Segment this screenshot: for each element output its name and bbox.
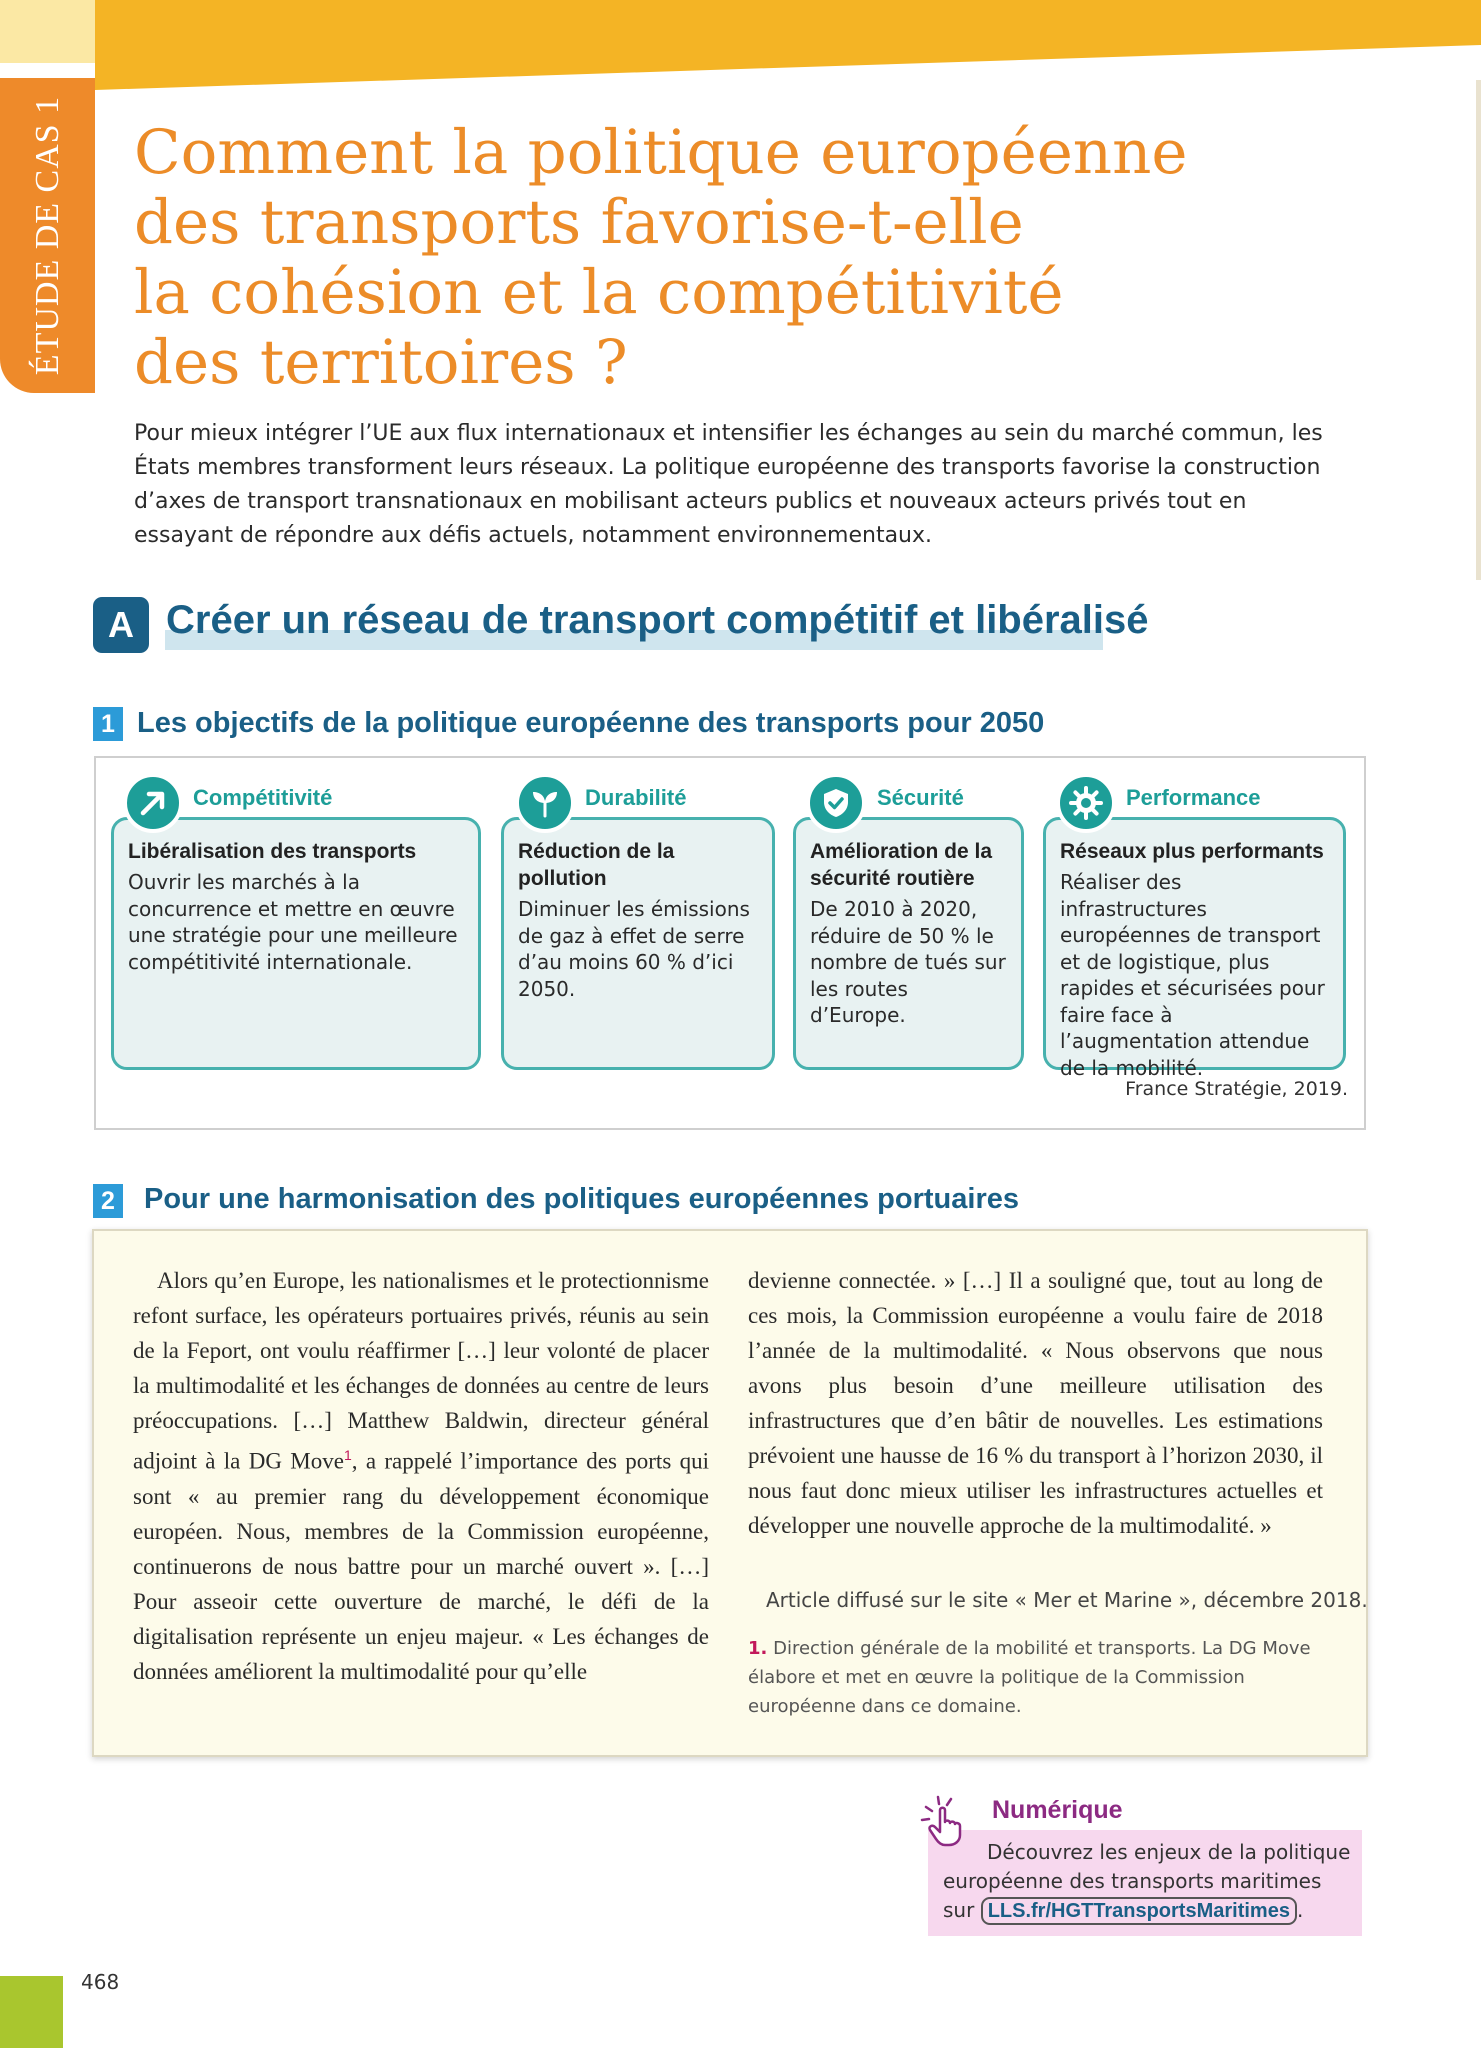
shield-check-icon	[806, 773, 866, 833]
card-heading: Libéralisation des transports	[128, 840, 417, 863]
numerique-end: .	[1296, 1898, 1304, 1922]
arrow-up-right-icon	[123, 773, 183, 833]
objective-card-securite	[793, 817, 1024, 1070]
title-line: des transports favorise-t-elle	[134, 187, 1024, 258]
card-body: Diminuer les émissions de gaz à effet de serre d’au moins 60 % d’ici 2050.	[518, 897, 750, 1001]
numerique-text	[943, 1838, 1353, 1925]
doc1-source: France Stratégie, 2019.	[1125, 1078, 1348, 1100]
page-title	[134, 118, 1334, 398]
page-number: 468	[81, 1970, 120, 1994]
footnote-text: Direction générale de la mobilité et transports. La DG Move élabore et met en œuvre la politique de la Commission européenne dans ce domaine.	[748, 1638, 1311, 1717]
sprout-icon	[515, 773, 575, 833]
card-heading: Réseaux plus performants	[1060, 840, 1324, 863]
doc2-column-right: devienne connectée. » […] Il a souligné que, tout au long de ces mois, la Commission européenne a voulu faire de 2018 l’année de la multimodalité. « Nous observons que nous avons plus besoin d’une meilleure utilisation des infrastructures que d’en bâtir de nouvelles. Les estimations prévoient une hausse de 16 % du transport à l’horizon 2030, il nous faut donc mieux utiliser les infrastructures actuelles et développer une nouvelle approche de la multimodalité. »	[748, 1268, 1323, 1538]
title-line: la cohésion et la compétitivité	[134, 257, 1064, 328]
section-title: Créer un réseau de transport compétitif et libéralisé	[166, 598, 1149, 642]
objective-card-performance	[1043, 817, 1346, 1080]
footnote-number: 1.	[748, 1638, 768, 1659]
objective-card-durabilite	[501, 817, 775, 1070]
doc-number-badge: 1	[93, 707, 123, 741]
doc-number-badge: 2	[93, 1184, 123, 1218]
card-heading: Réduction de la pollution	[518, 840, 675, 890]
card-body: Ouvrir les marchés à la concurrence et mettre en œuvre une stratégie pour une meilleure compétitivité internationale.	[128, 870, 458, 974]
card-category: Sécurité	[877, 785, 964, 810]
card-category: Durabilité	[585, 785, 687, 810]
page-edge	[1476, 80, 1481, 580]
objective-card-competitivite	[111, 817, 481, 1070]
doc2-text: , a rappelé l’importance des ports qui sont « au premier rang du développement économique européen. Nous, membres de la Commission européenne, continuerons de nous battre pour un marché ouvert ». […] Pour asseoir cette ouverture de marché, le défi de la digitalisation représente un enjeu majeur. « Les échanges de données améliorent la multimodalité pour qu’elle	[133, 1448, 709, 1684]
case-study-label: ÉTUDE DE CAS 1	[28, 95, 66, 376]
doc2-text: Alors qu’en Europe, les nationalismes et le protectionnisme refont surface, les opérateurs portuaires privés, réunis au sein de la Feport, ont voulu réaffirmer […] leur volonté de placer la multimodalité et les échanges de données au centre de leurs préoccupations. […] Matthew Baldwin, directeur général adjoint à la DG Move	[133, 1268, 709, 1474]
doc2-column-left	[133, 1263, 709, 1689]
doc2-footnote	[748, 1634, 1328, 1721]
card-body: Réaliser des infrastructures européennes de transport et de logistique, plus rapides et sécurisées pour faire face à l’augmentation attendue de la mobilité.	[1060, 870, 1325, 1080]
intro-paragraph: Pour mieux intégrer l’UE aux flux internationaux et intensifier les échanges au sein du marché commun, les États membres transforment leurs réseaux. La politique européenne des transports favorise la construction d’axes de transport transnationaux en mobilisant acteurs publics et nouveaux acteurs privés tout en essayant de répondre aux défis actuels, notamment environnementaux.	[134, 421, 1323, 548]
doc2-title: Pour une harmonisation des politiques européennes portuaires	[144, 1183, 1019, 1215]
header-corner	[0, 0, 95, 63]
doc2-source: Article diffusé sur le site « Mer et Marine », décembre 2018.	[766, 1588, 1368, 1612]
footer-color-bar	[0, 1976, 63, 2048]
header-band	[95, 0, 1481, 90]
doc1-title: Les objectifs de la politique européenne des transports pour 2050	[137, 707, 1045, 739]
card-heading: Amélioration de la sécurité routière	[810, 840, 993, 890]
numerique-description: Découvrez les enjeux de la politique européenne des transports maritimes sur	[943, 1840, 1351, 1922]
numerique-link[interactable]: LLS.fr/HGTTransportsMaritimes	[981, 1897, 1297, 1925]
card-category: Performance	[1126, 785, 1261, 810]
title-line: des territoires ?	[134, 327, 628, 398]
numerique-title: Numérique	[992, 1796, 1123, 1824]
title-line: Comment la politique européenne	[134, 117, 1188, 188]
footnote-mark: 1	[343, 1447, 352, 1463]
case-study-tab	[0, 78, 95, 393]
gear-icon	[1056, 773, 1116, 833]
card-body: De 2010 à 2020, réduire de 50 % le nombre de tués sur les routes d’Europe.	[810, 897, 1006, 1027]
section-letter-badge: A	[93, 597, 149, 653]
card-category: Compétitivité	[193, 785, 333, 810]
